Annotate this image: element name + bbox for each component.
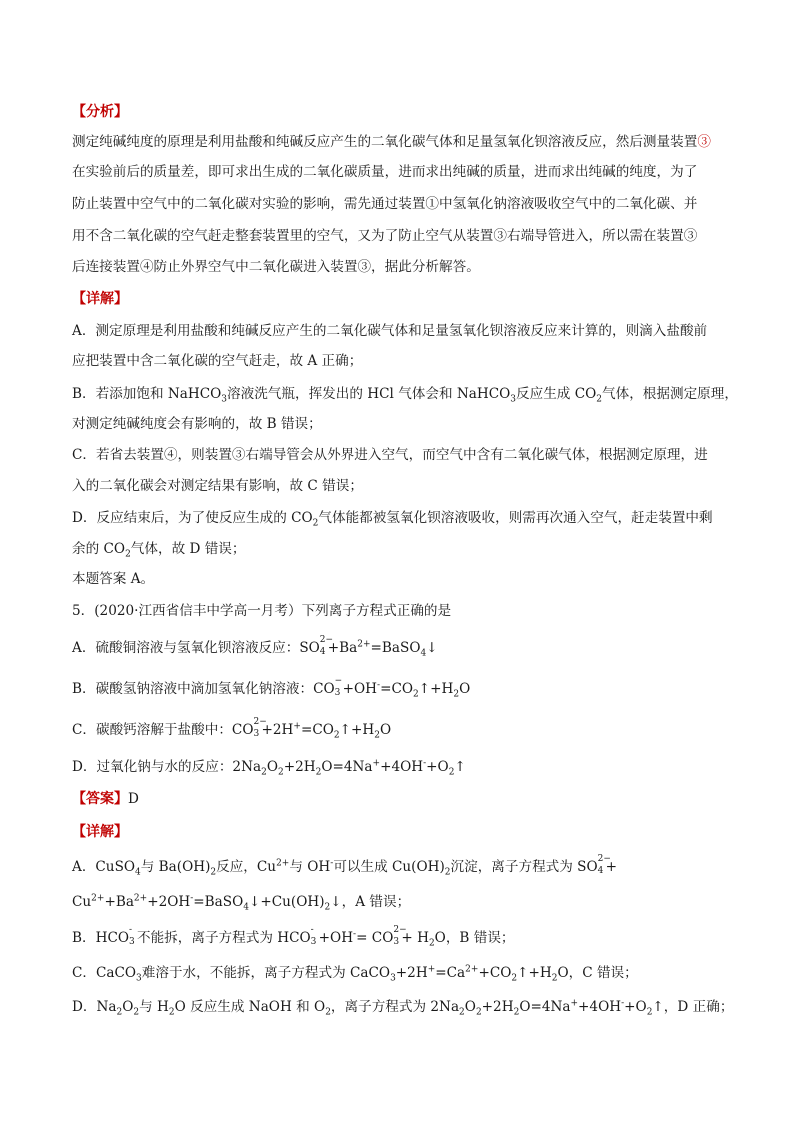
detail1-b-line2: 对测定纯碱纯度会有影响的，故 B 错误； <box>72 416 322 432</box>
detail1-heading: 【详解】 <box>72 291 128 307</box>
answer5-heading: 【答案】 <box>72 791 128 807</box>
question5-option-b: B．碳酸氢钠溶液中滴加氢氧化钠溶液：CO − 3 $+OH^-=CO_2↑+H_2O$ <box>72 676 471 700</box>
detail1-c-line1: C．若省去装置④，则装置③右端导管会从外界进入空气，而空气中含有二氧化碳气体，根据测定原理，进 <box>72 447 708 463</box>
detail2-a-line1: A．CuSO$_4$与 $Ba(OH)_2$反应，$Cu^{2+}$与 OH-可以生成 $Cu(OH)_2$沉淀，离子方程式为 SO 2− 4 + <box>72 854 618 878</box>
answer5 <box>72 790 139 808</box>
detail1-a-line1: A．测定原理是利用盐酸和纯碱反应产生的二氧化碳气体和足量氢氧化钡溶液反应来计算的，则滴入盐酸前 <box>72 323 708 339</box>
analysis-line-3: 防止装置中空气中的二氧化碳对实验的影响，需先通过装置①中氢氧化钠溶液吸收空气中的二氧化碳、并 <box>72 196 698 212</box>
analysis-heading: 【分析】 <box>72 104 128 120</box>
detail1-d-line1: D．反应结束后，为了使反应生成的 $CO_2$气体能都被氢氧化钡溶液吸收，则需再次通入空气，赶走装置中剩 <box>72 510 713 529</box>
detail1-answer: 本题答案 A。 <box>72 571 155 587</box>
circled-3-highlight: ③ <box>697 134 711 150</box>
detail1-b-line1: B．若添加饱和 NaHCO$_3$溶液洗气瓶，挥发出的 HCl 气体会和 NaHCO$_3$反应生成 $CO_2$气体，根据测定原理， <box>72 386 738 405</box>
detail2-d: D．$Na_2O_2$与 $H_2O$ 反应生成 NaOH 和 $O_2$，离子方程式为 $2Na_2O_2+2H_2O=4Na^++4OH^-+O_2↑$，D 正确； <box>72 998 734 1018</box>
detail2-c: C．CaCO$_3$难溶于水，不能拆，离子方程式为 $CaCO_3+2H^+=Ca^{2+}+CO_2↑+H_2O$，C 错误； <box>72 964 638 984</box>
answer5-value: D <box>128 791 139 807</box>
question5-stem: 5．(2020·江西省信丰中学高一月考）下列离子方程式正确的是 <box>72 603 452 619</box>
analysis-line-1: 测定纯碱纯度的原理是利用盐酸和纯碱反应产生的二氧化碳气体和足量氢氧化钡溶液反应，然后测量装置③ <box>72 134 711 150</box>
analysis-line-4: 用不含二氧化碳的空气赶走整套装置里的空气，又为了防止空气从装置③右端导管进入，所以需在装置③ <box>72 228 698 244</box>
detail2-b: B．HCO - 3 不能拆，离子方程式为 HCO - 3 +OH-= CO 2− 3 + $H_2O$，B 错误； <box>72 925 515 949</box>
question5-option-d: D．过氧化钠与水的反应：$2Na_2O_2+2H_2O=4Na^++4OH^-+O_2↑$ <box>72 758 466 778</box>
detail1-a-line2: 应把装置中含二氧化碳的空气赶走，故 A 正确； <box>72 353 363 369</box>
question5-option-a: A．硫酸铜溶液与氢氧化钡溶液反应：SO 2− 4 $+Ba^{2+}=BaSO_4↓$ <box>72 635 438 659</box>
detail2-a-line2: $Cu^{2+}+Ba^{2+}+2OH^-=BaSO_4↓+Cu(OH)_2↓$，A 错误； <box>72 893 411 913</box>
analysis-line-5: 后连接装置④防止外界空气中二氧化碳进入装置③，据此分析解答。 <box>72 259 480 275</box>
detail1-c-line2: 入的二氧化碳会对测定结果有影响，故 C 错误； <box>72 478 363 494</box>
detail2-heading: 【详解】 <box>72 824 128 840</box>
analysis-line-2: 在实验前后的质量差，即可求出生成的二氧化碳质量，进而求出纯碱的质量，进而求出纯碱的纯度，为了 <box>72 164 698 180</box>
detail1-d-line2: 余的 $CO_2$气体，故 D 错误； <box>72 541 246 560</box>
question5-option-c: C．碳酸钙溶解于盐酸中：CO 2− 3 $+2H^+=CO_2↑+H_2O$ <box>72 717 392 741</box>
